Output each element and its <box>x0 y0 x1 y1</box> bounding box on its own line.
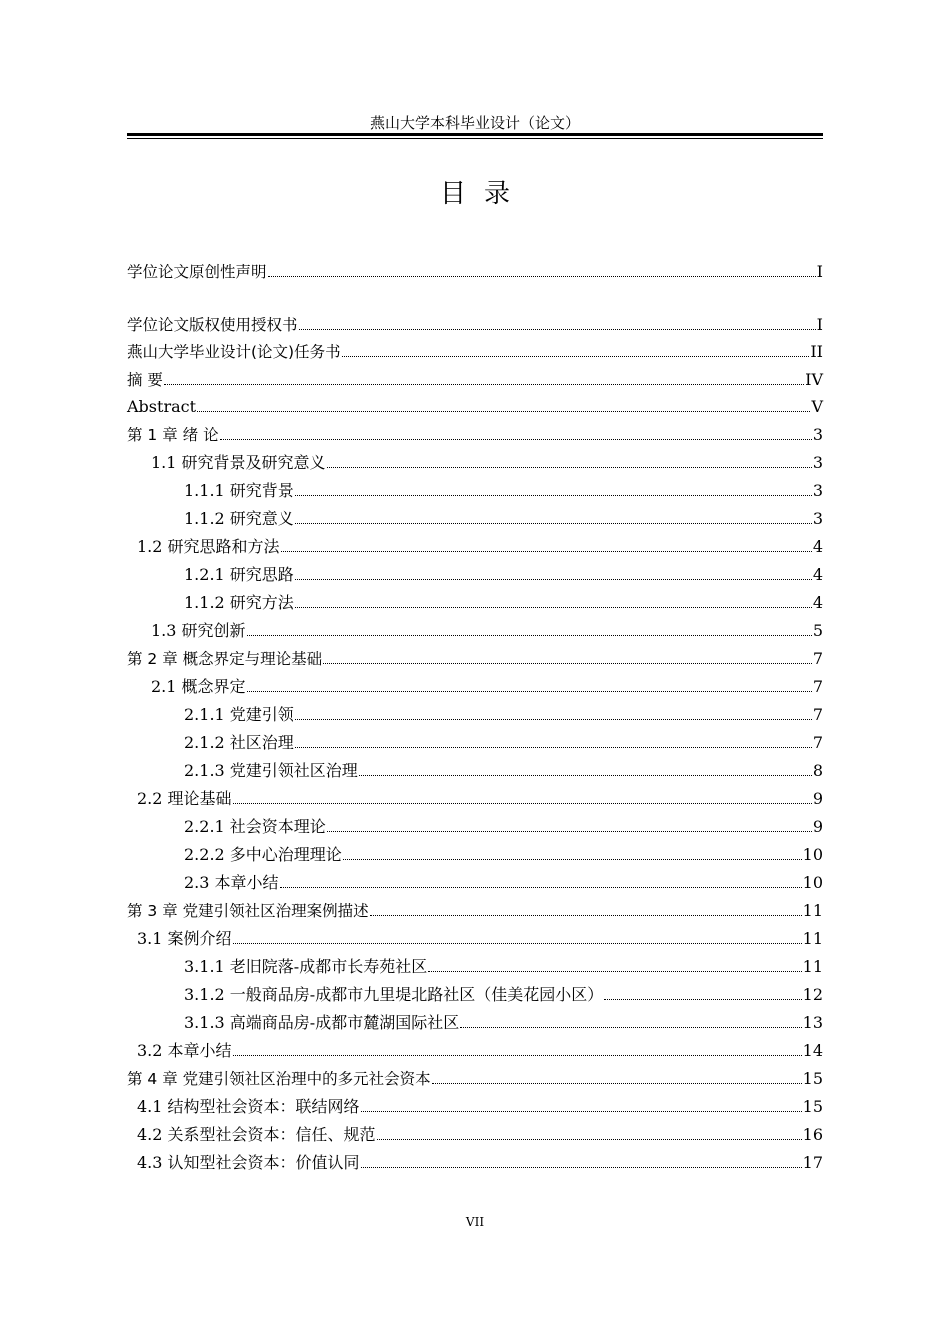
toc-entry-label: 燕山大学毕业设计(论文)任务书 <box>127 343 341 361</box>
toc-entry-label: 1.1.1 研究背景 <box>184 481 294 500</box>
toc-entry-page: V <box>811 397 823 416</box>
toc-entry[interactable] <box>184 953 823 977</box>
toc-entry-page: 3 <box>812 453 823 472</box>
toc-entry[interactable] <box>184 1009 823 1033</box>
toc-entry-page: 15 <box>802 1069 823 1088</box>
toc-leader-dots <box>327 466 812 468</box>
toc-entry[interactable] <box>184 589 823 613</box>
toc-entry[interactable] <box>184 477 823 501</box>
toc-entry[interactable] <box>184 729 823 753</box>
toc-entry-page: 3 <box>812 425 823 444</box>
toc-leader-dots <box>295 746 812 748</box>
toc-entry-page: I <box>816 262 823 281</box>
header-rule-thick <box>127 133 823 136</box>
toc-entry[interactable] <box>184 561 823 585</box>
toc-entry-page: 3 <box>812 509 823 528</box>
toc-entry-page: 17 <box>802 1153 823 1172</box>
toc-entry[interactable] <box>151 673 823 697</box>
toc-entry-label: 2.1.3 党建引领社区治理 <box>184 761 358 780</box>
header-rule-thin <box>127 138 823 139</box>
toc-entry-page: IV <box>805 370 823 389</box>
toc-entry-label: 2.3 本章小结 <box>184 873 279 892</box>
toc-entry-page: I <box>816 315 823 334</box>
toc-entry-page: 7 <box>812 705 823 724</box>
toc-leader-dots <box>370 914 802 916</box>
toc-entry-page: 7 <box>812 677 823 696</box>
toc-leader-dots <box>197 410 810 412</box>
toc-entry-page: 7 <box>812 733 823 752</box>
toc-entry[interactable] <box>151 449 823 473</box>
toc-entry-label: 1.1 研究背景及研究意义 <box>151 453 326 472</box>
toc-leader-dots <box>295 522 812 524</box>
toc-entry-label: 摘 要 <box>127 371 163 389</box>
toc-entry-page: 4 <box>812 565 823 584</box>
toc-entry[interactable] <box>137 533 823 557</box>
toc-entry-label: 3.1.2 一般商品房-成都市九里堤北路社区（佳美花园小区） <box>184 985 604 1004</box>
toc-entry-label: 4.1 结构型社会资本：联结网络 <box>137 1097 360 1116</box>
toc-entry-page: 8 <box>812 761 823 780</box>
toc-entry[interactable] <box>127 1065 823 1089</box>
toc-entry-page: 4 <box>812 537 823 556</box>
toc-leader-dots <box>432 1082 802 1084</box>
toc-leader-dots <box>233 802 812 804</box>
toc-entry[interactable] <box>184 701 823 725</box>
header-title: 燕山大学本科毕业设计（论文） <box>369 114 580 132</box>
toc-leader-dots <box>604 998 801 1000</box>
toc-entry[interactable] <box>151 617 823 641</box>
toc-entry[interactable] <box>127 645 823 669</box>
toc-entry[interactable] <box>137 925 823 949</box>
toc-leader-dots <box>281 550 812 552</box>
toc-entry[interactable] <box>137 785 823 809</box>
toc-leader-dots <box>164 383 804 385</box>
toc-entry-label: 2.2 理论基础 <box>137 789 232 808</box>
toc-entry[interactable] <box>137 1093 823 1117</box>
toc-entry-label: 2.1.1 党建引领 <box>184 705 294 724</box>
toc-leader-dots <box>343 858 802 860</box>
toc-leader-dots <box>295 578 812 580</box>
toc-leader-dots <box>377 1138 802 1140</box>
toc-entry[interactable] <box>127 258 823 282</box>
toc-entry-label: 第 2 章 概念界定与理论基础 <box>127 650 323 668</box>
toc-entry-label: 2.2.2 多中心治理理论 <box>184 845 342 864</box>
toc-leader-dots <box>220 438 812 440</box>
toc-entry-label: 3.1 案例介绍 <box>137 929 232 948</box>
toc-leader-dots <box>247 634 812 636</box>
toc-entry-page: 11 <box>802 957 823 976</box>
toc-entry-label: 1.2.1 研究思路 <box>184 565 294 584</box>
toc-leader-dots <box>280 886 802 888</box>
toc-entry-label: 第 1 章 绪 论 <box>127 426 219 444</box>
toc-entry-page: 5 <box>812 621 823 640</box>
toc-entry-label: 3.1.3 高端商品房-成都市麓湖国际社区 <box>184 1013 460 1032</box>
toc-entry-label: 2.1.2 社区治理 <box>184 733 294 752</box>
toc-entry-page: 10 <box>802 873 823 892</box>
toc-entry[interactable] <box>127 393 823 417</box>
toc-title: 目录 <box>439 179 528 209</box>
toc-entry[interactable] <box>137 1037 823 1061</box>
toc-entry-page: 7 <box>812 649 823 668</box>
toc-entry-label: 1.1.2 研究意义 <box>184 509 294 528</box>
toc-entry-page: 16 <box>802 1125 823 1144</box>
toc-entry-label: 2.2.1 社会资本理论 <box>184 817 326 836</box>
toc-leader-dots <box>359 774 812 776</box>
toc-entry[interactable] <box>127 421 823 445</box>
toc-entry[interactable] <box>127 311 823 335</box>
toc-leader-dots <box>268 275 816 277</box>
toc-entry-page: 14 <box>802 1041 823 1060</box>
toc-entry-page: 11 <box>802 929 823 948</box>
toc-entry-page: 9 <box>812 789 823 808</box>
toc-leader-dots <box>299 328 816 330</box>
toc-entry-label: 1.2 研究思路和方法 <box>137 537 280 556</box>
toc-entry[interactable] <box>184 505 823 529</box>
toc-entry-page: 10 <box>802 845 823 864</box>
toc-entry-label: 第 4 章 党建引领社区治理中的多元社会资本 <box>127 1070 431 1088</box>
toc-entry[interactable] <box>184 869 823 893</box>
toc-leader-dots <box>460 1026 801 1028</box>
toc-entry[interactable] <box>184 981 823 1005</box>
toc-leader-dots <box>323 662 812 664</box>
toc-entry-page: II <box>810 342 823 361</box>
toc-leader-dots <box>361 1166 802 1168</box>
toc-entry-page: 3 <box>812 481 823 500</box>
toc-entry[interactable] <box>137 1121 823 1145</box>
page-number: VII <box>465 1215 485 1229</box>
toc-entry-label: 3.1.1 老旧院落-成都市长寿苑社区 <box>184 957 428 976</box>
toc-entry[interactable] <box>184 813 823 837</box>
toc-entry-label: 3.2 本章小结 <box>137 1041 232 1060</box>
toc-entry-label: 4.3 认知型社会资本：价值认同 <box>137 1153 360 1172</box>
toc-entry[interactable] <box>127 897 823 921</box>
toc-entry-label: 第 3 章 党建引领社区治理案例描述 <box>127 902 369 920</box>
toc-leader-dots <box>233 1054 802 1056</box>
toc-entry-label: 2.1 概念界定 <box>151 677 246 696</box>
toc-entry-label: 学位论文版权使用授权书 <box>127 316 298 334</box>
toc-leader-dots <box>247 690 812 692</box>
toc-leader-dots <box>295 494 812 496</box>
toc-entry-page: 11 <box>802 901 823 920</box>
toc-leader-dots <box>233 942 802 944</box>
toc-entry-page: 15 <box>802 1097 823 1116</box>
toc-entry-label: 1.3 研究创新 <box>151 621 246 640</box>
toc-leader-dots <box>327 830 812 832</box>
toc-leader-dots <box>295 606 812 608</box>
toc-entry-label: Abstract <box>127 397 197 416</box>
toc-leader-dots <box>295 718 812 720</box>
toc-entry[interactable] <box>127 366 823 390</box>
toc-entry[interactable] <box>127 338 823 362</box>
toc-entry[interactable] <box>184 757 823 781</box>
toc-leader-dots <box>342 355 810 357</box>
toc-entry-page: 4 <box>812 593 823 612</box>
toc-entry-page: 12 <box>802 985 823 1004</box>
toc-entry[interactable] <box>137 1149 823 1173</box>
toc-leader-dots <box>361 1110 802 1112</box>
toc-entry-label: 学位论文原创性声明 <box>127 263 267 281</box>
toc-entry-page: 9 <box>812 817 823 836</box>
toc-entry-label: 1.1.2 研究方法 <box>184 593 294 612</box>
toc-leader-dots <box>428 970 801 972</box>
toc-entry-page: 13 <box>802 1013 823 1032</box>
toc-entry[interactable] <box>184 841 823 865</box>
toc-entry-label: 4.2 关系型社会资本：信任、规范 <box>137 1125 376 1144</box>
